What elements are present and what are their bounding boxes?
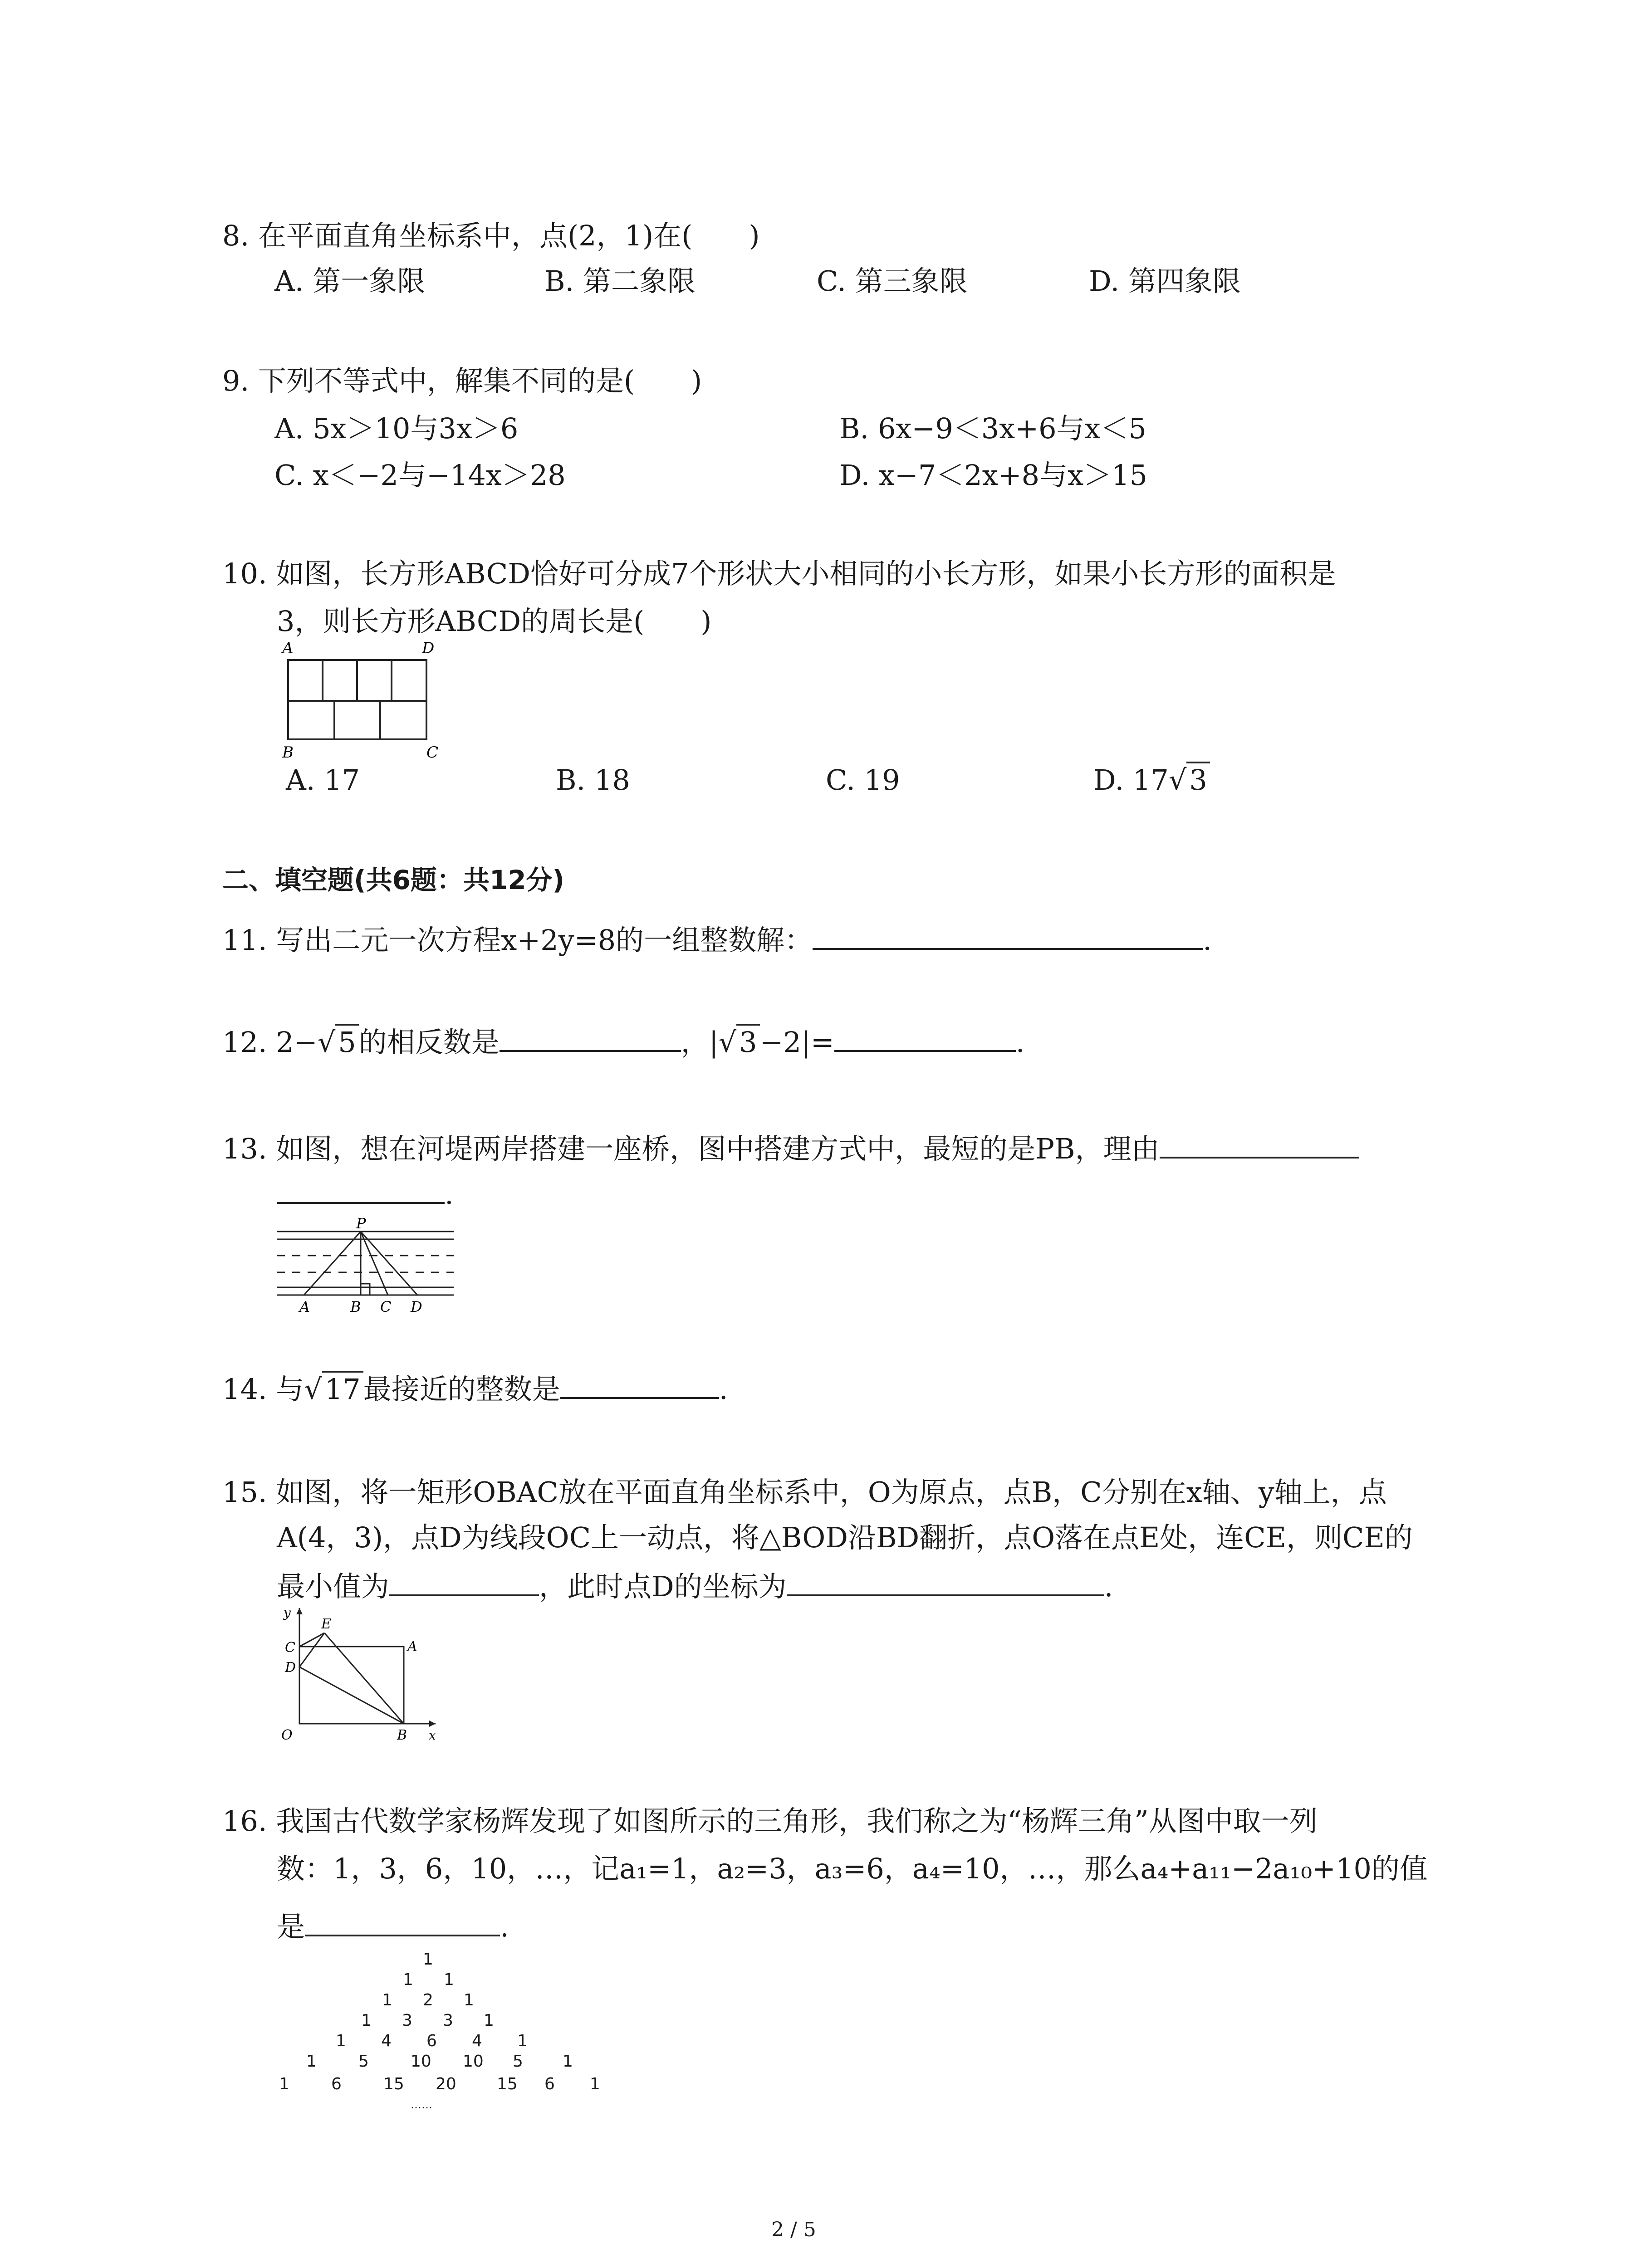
q10-label-d: D: [422, 639, 435, 657]
q10-rectangle-figure: [272, 635, 454, 767]
q15-answer-blank-1[interactable]: [389, 1567, 539, 1596]
section2-title: 二、填空题(共6题：共12分): [222, 865, 565, 895]
triangle-cell: 1: [382, 1991, 392, 2009]
q13-label-d: D: [411, 1298, 422, 1315]
q10-label-a: A: [282, 639, 294, 657]
q10-option-c: C. 19: [826, 763, 900, 797]
q13-label-b: B: [350, 1298, 361, 1315]
q15-label-x: x: [429, 1728, 436, 1742]
q10-label-b: B: [282, 743, 294, 762]
triangle-cell: 1: [444, 1970, 454, 1989]
triangle-cell: 15: [497, 2075, 518, 2093]
q14-answer-blank[interactable]: [560, 1370, 719, 1399]
q9-option-c: C. x＜−2与−14x＞28: [274, 459, 566, 492]
triangle-ellipsis: ……: [411, 2098, 432, 2111]
q13-label-p: P: [356, 1215, 366, 1232]
q8-option-a: A. 第一象限: [274, 264, 426, 298]
q16-line2: 数：1，3，6，10，…，记a₁=1，a₂=3，a₃=6，a₄=10，…，那么a₄+a₁₁−2a₁₀+10的值: [277, 1852, 1428, 1885]
q13-label-c: C: [380, 1298, 392, 1315]
triangle-cell: 3: [443, 2011, 453, 2030]
triangle-cell: 1: [279, 2075, 289, 2093]
q15-label-y: y: [284, 1605, 291, 1620]
triangle-cell: 1: [517, 2032, 528, 2050]
q10-stem-line2: 3，则长方形ABCD的周长是( ): [277, 605, 712, 638]
q11-answer-blank[interactable]: [813, 921, 1203, 950]
triangle-cell: 4: [381, 2032, 392, 2050]
q15-line2: A(4，3)，点D为线段OC上一动点，将△BOD沿BD翻折，点O落在点E处，连CE，则CE的: [277, 1521, 1413, 1554]
triangle-cell: 1: [590, 2075, 600, 2093]
q14-radicand: 17: [322, 1371, 363, 1406]
q15-label-a: A: [407, 1639, 417, 1655]
q13-river-figure: [272, 1207, 463, 1315]
q16-line1: 16. 我国古代数学家杨辉发现了如图所示的三角形，我们称之为“杨辉三角”从图中取一列: [222, 1804, 1318, 1838]
triangle-row-1: 1: [423, 1950, 433, 1969]
triangle-cell: 6: [331, 2075, 342, 2093]
q10-option-b: B. 18: [556, 763, 630, 797]
q13-line-2: .: [277, 1175, 454, 1212]
q15-answer-blank-2[interactable]: [787, 1567, 1104, 1596]
q8-option-c: C. 第三象限: [817, 264, 968, 298]
q15-label-o: O: [281, 1727, 293, 1742]
q13-answer-blank[interactable]: [1160, 1129, 1359, 1158]
triangle-cell: 10: [411, 2052, 431, 2071]
q9-stem: 9. 下列不等式中，解集不同的是( ): [222, 364, 702, 397]
q8-stem: 8. 在平面直角坐标系中，点(2，1)在( ): [222, 219, 760, 252]
q13-line: 13. 如图，想在河堤两岸搭建一座桥，图中搭建方式中，最短的是PB，理由: [222, 1129, 1359, 1167]
q13-answer-blank-cont[interactable]: [277, 1175, 445, 1204]
triangle-cell: 6: [426, 2032, 437, 2050]
triangle-cell: 3: [402, 2011, 412, 2030]
q9-option-d: D. x−7＜2x+8与x＞15: [839, 459, 1147, 492]
q12-radicand-2: 3: [736, 1024, 759, 1059]
triangle-cell: 5: [513, 2052, 523, 2071]
q10-option-d-radicand: 3: [1186, 762, 1210, 797]
triangle-cell: 4: [472, 2032, 482, 2050]
triangle-cell: 1: [306, 2052, 317, 2071]
q15-coordinate-figure: [272, 1601, 463, 1742]
q12-line: 12. 2−√5的相反数是 ，|√3−2|= .: [222, 1023, 1025, 1061]
q14-line: 14. 与√17最接近的整数是 .: [222, 1370, 728, 1408]
triangle-cell: 1: [336, 2032, 346, 2050]
q8-option-b: B. 第二象限: [544, 264, 696, 298]
triangle-cell: 20: [436, 2075, 456, 2093]
triangle-cell: 15: [383, 2075, 404, 2093]
triangle-cell: 10: [463, 2052, 484, 2071]
q9-option-b: B. 6x−9＜3x+6与x＜5: [839, 412, 1147, 445]
q15-label-c: C: [285, 1640, 295, 1656]
q11-line: 11. 写出二元一次方程x+2y=8的一组整数解： .: [222, 921, 1212, 958]
q10-option-d: D. 17√3: [1093, 762, 1210, 798]
q15-line3: 最小值为 ，此时点D的坐标为 .: [277, 1567, 1113, 1605]
triangle-cell: 2: [423, 1991, 433, 2009]
triangle-cell: 5: [358, 2052, 369, 2071]
page-number: 2 / 5: [771, 2218, 816, 2241]
triangle-cell: 1: [464, 1991, 474, 2009]
q10-label-c: C: [426, 743, 439, 762]
triangle-cell: 1: [563, 2052, 573, 2071]
q10-stem-line1: 10. 如图，长方形ABCD恰好可分成7个形状大小相同的小长方形，如果小长方形的面积是: [222, 557, 1336, 590]
q12-answer-blank-1[interactable]: [500, 1023, 681, 1052]
triangle-cell: 6: [544, 2075, 555, 2093]
q8-option-d: D. 第四象限: [1089, 264, 1241, 298]
q13-label-a: A: [299, 1298, 310, 1315]
q15-label-e: E: [321, 1616, 331, 1632]
q15-label-b: B: [397, 1727, 407, 1742]
q15-line1: 15. 如图，将一矩形OBAC放在平面直角坐标系中，O为原点，点B，C分别在x轴、y轴上，点: [222, 1476, 1387, 1509]
triangle-cell: 1: [361, 2011, 372, 2030]
q16-line3: 是 .: [277, 1907, 509, 1945]
q9-option-a: A. 5x＞10与3x＞6: [274, 412, 519, 445]
q10-option-a: A. 17: [286, 763, 360, 797]
triangle-cell: 1: [484, 2011, 494, 2030]
q12-radicand-1: 5: [335, 1024, 358, 1059]
q12-answer-blank-2[interactable]: [834, 1023, 1016, 1052]
q16-answer-blank[interactable]: [305, 1907, 500, 1936]
triangle-cell: 1: [403, 1970, 413, 1989]
q15-label-d: D: [285, 1660, 296, 1676]
